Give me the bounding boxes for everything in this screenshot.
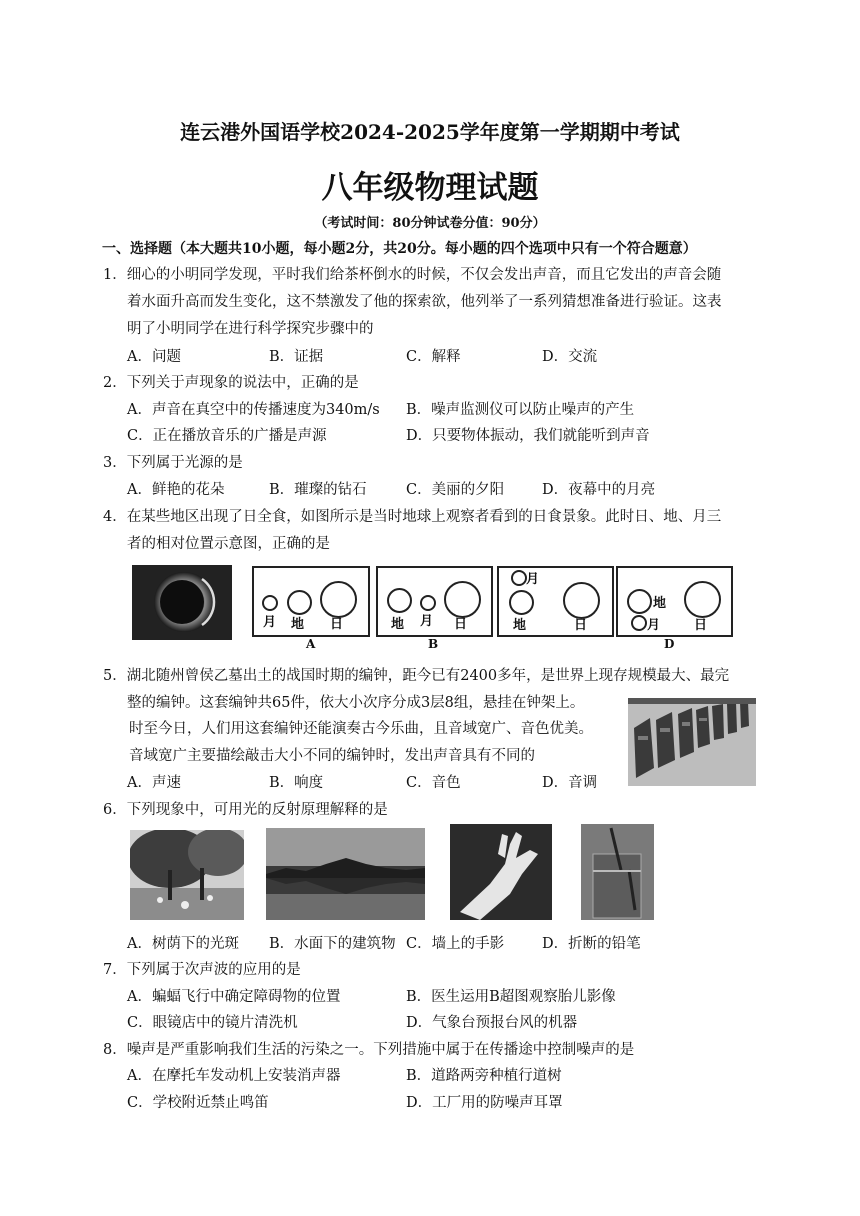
- earth-circle: [287, 590, 312, 615]
- q3-option-b[interactable]: B．璀璨的钻石: [269, 482, 367, 498]
- school-title: 连云港外国语学校2024-2025学年度第一学期期中考试: [180, 120, 680, 144]
- q1-option-d[interactable]: D．交流: [542, 349, 598, 365]
- q8-option-b[interactable]: B．道路两旁种植行道树: [406, 1068, 562, 1084]
- q7-stem: 7．下列属于次声波的应用的是: [103, 962, 301, 978]
- q4-line-1: 4．在某些地区出现了日全食，如图所示是当时地球上观察者看到的日食景象。此时日、地、月三: [103, 509, 722, 525]
- eclipse-diagram-c[interactable]: [497, 566, 614, 637]
- sun-circle: [684, 581, 721, 618]
- q1-line-1: 1．细心的小明同学发现，平时我们给茶杯倒水的时候，不仅会发出声音，而且它发出的声音会随: [103, 267, 722, 283]
- section-heading: 一、选择题（本大题共10小题，每小题2分，共20分。每小题的四个选项中只有一个符合题意）: [102, 241, 697, 257]
- earth-label: 地: [291, 617, 305, 632]
- diagram-b-label: B: [428, 637, 439, 651]
- earth-label: 地: [653, 596, 667, 611]
- diagram-d-label: D: [664, 637, 675, 651]
- q6-option-a[interactable]: A．树荫下的光斑: [127, 936, 239, 952]
- tree-shade-photo: [130, 830, 244, 920]
- q2-stem: 2．下列关于声现象的说法中，正确的是: [103, 375, 359, 391]
- q7-option-d[interactable]: D．气象台预报台风的机器: [406, 1015, 578, 1031]
- exam-info: （考试时间：80分钟试卷分值：90分）: [314, 216, 546, 231]
- eclipse-diagram-d[interactable]: [616, 566, 733, 637]
- sun-label: 日: [574, 618, 588, 633]
- moon-label: 月: [526, 572, 540, 587]
- moon-circle: [631, 615, 647, 631]
- q5-option-a[interactable]: A．声速: [127, 775, 181, 791]
- q2-option-c[interactable]: C．正在播放音乐的广播是声源: [127, 428, 327, 444]
- q6-option-c[interactable]: C．墙上的手影: [406, 936, 505, 952]
- q4-line-2: 者的相对位置示意图，正确的是: [127, 536, 330, 552]
- q5-line-3: 时至今日，人们用这套编钟还能演奏古今乐曲，且音域宽广、音色优美。: [129, 721, 593, 737]
- earth-label: 地: [391, 617, 405, 632]
- q6-stem: 6．下列现象中，可用光的反射原理解释的是: [103, 802, 388, 818]
- water-reflection-photo: [266, 828, 425, 920]
- q2-option-d[interactable]: D．只要物体振动，我们就能听到声音: [406, 428, 650, 444]
- q1-line-2: 着水面升高而发生变化，这不禁激发了他的探索欲，他列举了一系列猜想准备进行验证。这表: [127, 294, 722, 310]
- sun-label: 日: [330, 617, 344, 632]
- q5-option-b[interactable]: B．响度: [269, 775, 324, 791]
- bent-pencil-photo: [581, 824, 654, 920]
- q5-line-4: 音域宽广主要描绘敲击大小不同的编钟时，发出声音具有不同的: [129, 748, 535, 764]
- q3-option-a[interactable]: A．鲜艳的花朵: [127, 482, 225, 498]
- q1-option-b[interactable]: B．证据: [269, 349, 324, 365]
- q5-option-c[interactable]: C．音色: [406, 775, 461, 791]
- earth-label: 地: [513, 618, 527, 633]
- q7-option-a[interactable]: A．蝙蝠飞行中确定障碍物的位置: [127, 989, 341, 1005]
- subject-title: 八年级物理试题: [321, 170, 539, 206]
- moon-label: 月: [263, 615, 277, 630]
- q5-option-d[interactable]: D．音调: [542, 775, 598, 791]
- sun-label: 日: [454, 617, 468, 632]
- diagram-a-label: A: [306, 637, 316, 651]
- q1-option-c[interactable]: C．解释: [406, 349, 461, 365]
- earth-circle: [387, 588, 412, 613]
- moon-label: 月: [420, 614, 434, 629]
- q8-stem: 8．噪声是严重影响我们生活的污染之一。下列措施中属于在传播途中控制噪声的是: [103, 1042, 635, 1058]
- q5-line-1: 5．湖北随州曾侯乙墓出土的战国时期的编钟，距今已有2400多年，是世界上现存规模最大、最完: [103, 668, 730, 684]
- q2-option-a[interactable]: A．声音在真空中的传播速度为340m/s: [127, 402, 380, 418]
- eclipse-diagram-a[interactable]: [252, 566, 370, 637]
- q3-option-d[interactable]: D．夜幕中的月亮: [542, 482, 656, 498]
- q1-line-3: 明了小明同学在进行科学探究步骤中的: [127, 321, 374, 337]
- q8-option-a[interactable]: A．在摩托车发动机上安装消声器: [127, 1068, 341, 1084]
- moon-label: 月: [647, 618, 661, 633]
- eclipse-diagram-b[interactable]: [376, 566, 493, 637]
- moon-circle: [511, 570, 527, 586]
- q1-option-a[interactable]: A．问题: [127, 349, 181, 365]
- q8-option-d[interactable]: D．工厂用的防噪声耳罩: [406, 1095, 563, 1111]
- q6-option-b[interactable]: B．水面下的建筑物: [269, 936, 396, 952]
- bianzhong-bells-photo: [628, 698, 756, 786]
- q7-option-b[interactable]: B．医生运用B超图观察胎儿影像: [406, 989, 616, 1005]
- q3-option-c[interactable]: C．美丽的夕阳: [406, 482, 505, 498]
- q8-option-c[interactable]: C．学校附近禁止鸣笛: [127, 1095, 269, 1111]
- q3-stem: 3．下列属于光源的是: [103, 455, 243, 471]
- q7-option-c[interactable]: C．眼镜店中的镜片清洗机: [127, 1015, 298, 1031]
- q5-line-2: 整的编钟。这套编钟共65件，依大小次序分成3层8组，悬挂在钟架上。: [127, 695, 585, 711]
- q2-option-b[interactable]: B．噪声监测仪可以防止噪声的产生: [406, 402, 635, 418]
- hand-shadow-photo: [450, 824, 552, 920]
- sun-label: 日: [694, 618, 708, 633]
- moon-circle: [420, 595, 436, 611]
- moon-circle: [262, 595, 278, 611]
- earth-circle: [509, 590, 534, 615]
- q6-option-d[interactable]: D．折断的铅笔: [542, 936, 641, 952]
- solar-eclipse-photo: [132, 565, 232, 640]
- earth-circle: [627, 589, 652, 614]
